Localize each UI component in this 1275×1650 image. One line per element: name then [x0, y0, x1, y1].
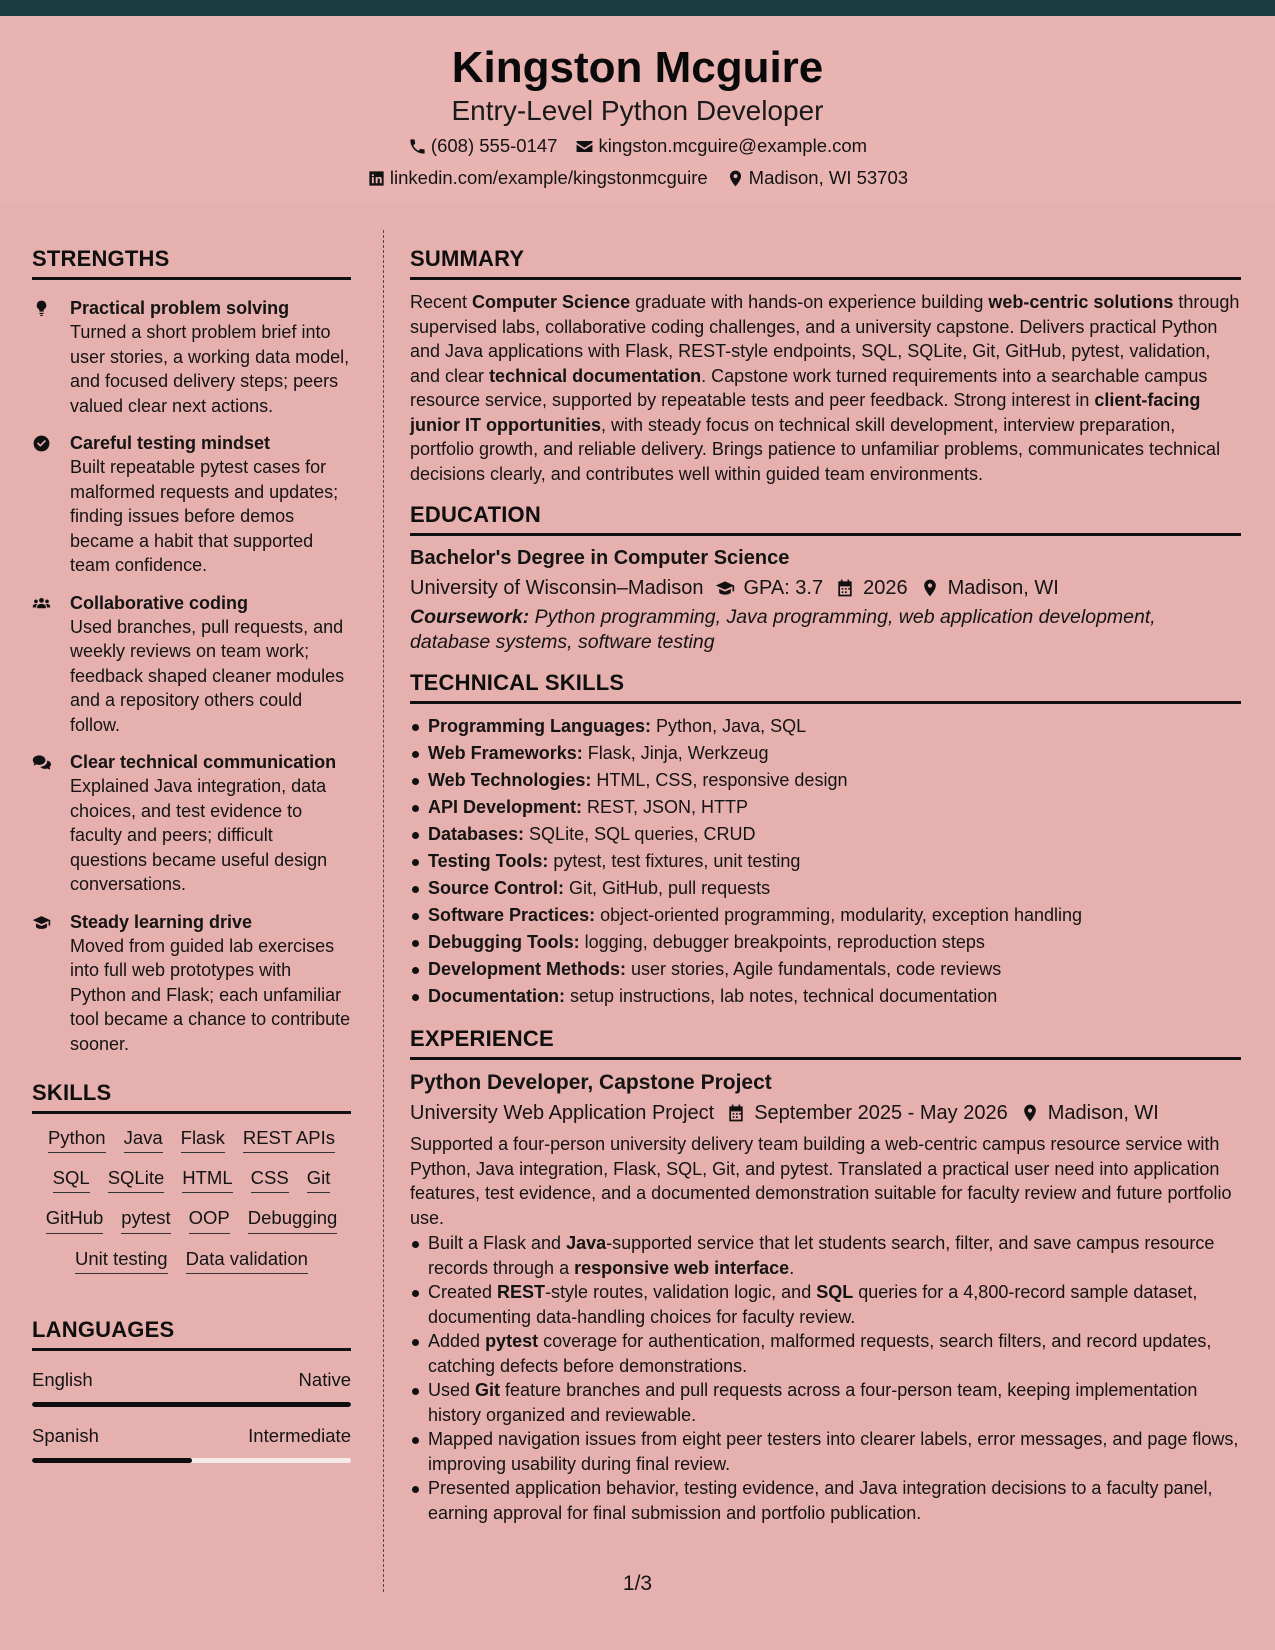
- strength-body: [70, 431, 351, 578]
- technical-skill-label: Programming Languages:: [428, 716, 652, 736]
- calendar-icon: [726, 1103, 746, 1123]
- skill-chip: HTML: [182, 1167, 232, 1193]
- education-section: [410, 502, 1241, 654]
- strength-text: Explained Java integration, data choices, and test evidence to faculty and peers; difficult questions became useful design conversations.: [70, 776, 328, 894]
- technical-skill-value: user stories, Agile fundamentals, code reviews: [626, 959, 1002, 979]
- skills-section: [32, 1080, 351, 1281]
- technical-skill-item: [410, 713, 1241, 740]
- bold-text: Computer Science: [472, 292, 631, 312]
- technical-skill-label: Documentation:: [428, 986, 565, 1006]
- technical-skill-item: [410, 902, 1241, 929]
- job-meta: [410, 1100, 1241, 1126]
- language-line: [32, 1425, 351, 1447]
- skill-chip: REST APIs: [243, 1127, 335, 1153]
- skills-chips: [32, 1120, 351, 1281]
- bold-text: pytest: [485, 1331, 539, 1352]
- technical-skills-heading: TECHNICAL SKILLS: [410, 670, 1241, 704]
- candidate-name: Kingston Mcguire: [451, 43, 824, 92]
- technical-skills-section: [410, 670, 1241, 1010]
- contact-linkedin[interactable]: [367, 167, 708, 189]
- skill-chip: Java: [124, 1127, 163, 1153]
- skill-chip: pytest: [121, 1207, 170, 1233]
- skill-chip: Python: [48, 1127, 106, 1153]
- bold-text: client-facing junior IT opportunities: [410, 390, 1201, 435]
- text-run: through supervised labs, collaborative coding challenges, and a university capstone. Delivers practical Python and Java applications with Flask, REST-style endpoints, SQL, SQLite, Git, GitHub, pytest, validation, and clear: [410, 292, 1240, 386]
- comments-icon: [32, 750, 70, 897]
- school-location-text: Madison, WI: [947, 577, 1059, 599]
- experience-heading: EXPERIENCE: [410, 1026, 1241, 1060]
- strength-item: [32, 431, 351, 578]
- dates-text: September 2025 - May 2026: [754, 1102, 1008, 1125]
- text-run: Created: [428, 1282, 498, 1303]
- technical-skill-item: [410, 956, 1241, 983]
- left-column: [32, 246, 351, 1463]
- languages-section: [32, 1317, 351, 1463]
- summary-section: [410, 246, 1241, 486]
- technical-skill-value: Git, GitHub, pull requests: [564, 878, 771, 898]
- bold-text: technical documentation: [489, 365, 702, 386]
- technical-skill-value: Python, Java, SQL: [651, 716, 807, 736]
- text-run: . Capstone work turned requirements into a searchable campus resource service, supported by repeatable tests and peer feedback. Strong interest in: [410, 365, 1208, 410]
- top-accent-bar: [0, 0, 1275, 16]
- summary-heading: SUMMARY: [410, 246, 1241, 280]
- text-run: Mapped navigation issues from eight peer testers into clearer labels, error messages, and page flows, improving usability during final review.: [428, 1429, 1239, 1474]
- skill-chip: CSS: [251, 1167, 289, 1193]
- text-run: -supported service that let students search, filter, and save campus resource records through a: [428, 1233, 1215, 1278]
- technical-skill-value: object-oriented programming, modularity, exception handling: [595, 905, 1083, 925]
- technical-skill-label: Source Control:: [428, 878, 565, 898]
- languages-heading: LANGUAGES: [32, 1317, 351, 1351]
- summary-text: [410, 290, 1241, 486]
- strength-title: Practical problem solving: [70, 298, 290, 318]
- text-run: queries for a 4,800-record sample dataset, documenting data-handling choices for faculty review.: [428, 1282, 1198, 1327]
- bold-text: SQL: [816, 1282, 854, 1303]
- map-pin-icon: [1020, 1103, 1040, 1123]
- strength-title: Steady learning drive: [70, 911, 253, 932]
- technical-skill-value: logging, debugger breakpoints, reproduction steps: [579, 932, 985, 952]
- strength-item: [32, 591, 351, 738]
- gpa-text: GPA: 3.7: [743, 577, 824, 599]
- job-location: [1020, 1100, 1159, 1126]
- coursework: [410, 605, 1241, 654]
- users-icon: [32, 591, 70, 738]
- technical-skill-label: Software Practices:: [428, 905, 596, 925]
- resume-header: [0, 16, 1275, 204]
- technical-skill-label: Web Frameworks:: [428, 743, 583, 763]
- page-number: 1/3: [622, 1572, 653, 1595]
- technical-skill-item: [410, 983, 1241, 1010]
- text-run: Added: [428, 1331, 486, 1352]
- technical-skill-item: [410, 875, 1241, 902]
- skill-chip: GitHub: [46, 1207, 104, 1233]
- strength-title: Careful testing mindset: [70, 433, 271, 453]
- linkedin-icon: [367, 169, 386, 188]
- school-name: [410, 575, 703, 601]
- experience-bullet: [410, 1378, 1241, 1427]
- technical-skill-value: REST, JSON, HTTP: [582, 797, 749, 817]
- language-proficiency-bar: [32, 1402, 351, 1407]
- language-proficiency-fill: [32, 1458, 192, 1463]
- language-name: English: [32, 1368, 93, 1390]
- technical-skill-value: setup instructions, lab notes, technical documentation: [565, 986, 998, 1006]
- skill-chip-row: [32, 1120, 351, 1160]
- technical-skill-item: [410, 767, 1241, 794]
- skill-chip: Debugging: [248, 1207, 338, 1233]
- skill-chip: Git: [307, 1167, 331, 1193]
- technical-skill-item: [410, 848, 1241, 875]
- job-description: Supported a four-person university delivery team building a web-centric campus resource service with Python, Java integration, Flask, SQL, Git, and pytest. Translated a practical user need into application features, test evidence, and a documented demonstration suitable for faculty review and future portfolio use.: [410, 1134, 1232, 1228]
- experience-bullet: [410, 1427, 1241, 1476]
- text-run: coverage for authentication, malformed requests, search filters, and record updates, catching defects before demonstrations.: [428, 1331, 1212, 1376]
- experience-bullet: [410, 1280, 1241, 1329]
- language-proficiency-bar: [32, 1458, 351, 1463]
- technical-skill-label: Debugging Tools:: [428, 932, 580, 952]
- language-level: Intermediate: [248, 1424, 351, 1446]
- skill-chip: OOP: [189, 1207, 230, 1233]
- skill-chip-row: [32, 1160, 351, 1200]
- skill-chip-row: [32, 1241, 351, 1281]
- skill-chip: Data validation: [186, 1248, 308, 1274]
- technical-skill-value: SQLite, SQL queries, CRUD: [524, 824, 756, 844]
- text-run: Used: [428, 1380, 476, 1401]
- job-location-text: Madison, WI: [1047, 1102, 1159, 1125]
- language-name: Spanish: [32, 1424, 99, 1446]
- technical-skill-label: Databases:: [428, 824, 525, 844]
- candidate-role: Entry-Level Python Developer: [451, 95, 824, 126]
- check-circle-icon: [32, 431, 70, 578]
- coursework-label: Coursework:: [410, 606, 530, 628]
- experience-section: [410, 1026, 1241, 1525]
- experience-bullet: [410, 1476, 1241, 1525]
- skill-chip: Flask: [181, 1127, 225, 1153]
- degree-title: Bachelor's Degree in Computer Science: [410, 547, 790, 569]
- technical-skill-label: Web Technologies:: [428, 770, 592, 790]
- text-run: , with steady focus on technical skill development, interview preparation, portfolio growth, and reliable delivery. Brings patience to unfamiliar problems, communicates technical decisions clearly, and contributes well within guided team environments.: [410, 414, 1221, 484]
- strength-text: Built repeatable pytest cases for malformed requests and updates; finding issues before demos became a habit that supported team confidence.: [70, 457, 339, 575]
- skill-chip: Unit testing: [75, 1248, 168, 1274]
- language-item: [32, 1425, 351, 1463]
- experience-bullets: [410, 1231, 1241, 1525]
- skills-heading: SKILLS: [32, 1080, 351, 1114]
- text-run: Recent: [410, 292, 473, 312]
- column-divider: [383, 230, 384, 1592]
- text-run: -style routes, validation logic, and: [545, 1282, 817, 1303]
- contact-email[interactable]: [575, 135, 867, 157]
- technical-skill-item: [410, 740, 1241, 767]
- graduation-cap-icon: [32, 910, 70, 1057]
- bold-text: Java: [566, 1233, 607, 1254]
- education-meta: [410, 575, 1241, 601]
- school-text: University of Wisconsin–Madison: [410, 577, 704, 599]
- contact-row-1: [0, 135, 1275, 157]
- text-run: Presented application behavior, testing evidence, and Java integration decisions to a faculty panel, earning approval for final submission and portfolio publication.: [428, 1478, 1213, 1523]
- strength-item: [32, 750, 351, 897]
- strength-item: [32, 296, 351, 418]
- phone-text: (608) 555-0147: [430, 135, 558, 156]
- linkedin-text: linkedin.com/example/kingstonmcguire: [389, 167, 708, 188]
- bold-text: REST: [497, 1282, 546, 1303]
- technical-skill-label: Development Methods:: [428, 959, 627, 979]
- technical-skill-item: [410, 929, 1241, 956]
- strength-text: Moved from guided lab exercises into full web prototypes with Python and Flask; each unfamiliar tool became a chance to contribute sooner.: [70, 935, 351, 1054]
- strength-body: [70, 296, 351, 418]
- technical-skill-value: pytest, test fixtures, unit testing: [548, 851, 801, 871]
- technical-skill-item: [410, 794, 1241, 821]
- strength-title: Collaborative coding: [70, 592, 249, 613]
- phone-icon: [408, 137, 427, 156]
- text-run: feature branches and pull requests across a four-person team, keeping implementation history organized and reviewable.: [428, 1380, 1198, 1425]
- education-heading: EDUCATION: [410, 502, 1241, 536]
- bold-text: web-centric solutions: [988, 292, 1174, 312]
- language-item: [32, 1369, 351, 1407]
- contact-row-2: [0, 167, 1275, 189]
- contact-phone[interactable]: [408, 135, 558, 157]
- languages-list: [32, 1369, 351, 1463]
- strength-body: [70, 910, 351, 1057]
- skill-chip: SQLite: [108, 1167, 165, 1193]
- technical-skill-label: API Development:: [428, 797, 583, 817]
- map-pin-icon: [726, 169, 745, 188]
- technical-skills-list: [410, 713, 1241, 1010]
- experience-bullet: [410, 1329, 1241, 1378]
- technical-skill-value: Flask, Jinja, Werkzeug: [582, 743, 769, 763]
- strengths-list: [32, 296, 351, 1056]
- strength-body: [70, 591, 351, 738]
- language-line: [32, 1369, 351, 1391]
- strength-item: [32, 910, 351, 1057]
- skill-chip-row: [32, 1200, 351, 1240]
- strength-body: [70, 750, 351, 897]
- calendar-icon: [835, 578, 855, 598]
- envelope-icon: [575, 137, 594, 156]
- bold-text: responsive web interface: [574, 1257, 790, 1278]
- technical-skill-value: HTML, CSS, responsive design: [591, 770, 848, 790]
- year-text: 2026: [863, 577, 908, 599]
- language-proficiency-fill: [32, 1402, 351, 1407]
- coursework-text: Python programming, Java programming, web application development, database systems, software testing: [410, 606, 1156, 653]
- lightbulb-icon: [32, 296, 70, 418]
- org-text: University Web Application Project: [410, 1102, 715, 1125]
- gpa: [715, 575, 823, 601]
- language-level: Native: [298, 1368, 351, 1390]
- text-run: graduate with hands-on experience building: [630, 292, 989, 312]
- contact-location: [726, 167, 908, 189]
- technical-skill-label: Testing Tools:: [428, 851, 549, 871]
- bold-text: Git: [475, 1380, 501, 1401]
- job-dates: [726, 1100, 1008, 1126]
- location-text: Madison, WI 53703: [748, 167, 909, 188]
- strength-text: Turned a short problem brief into user stories, a working data model, and focused delivery steps; peers valued clear next actions.: [70, 322, 350, 416]
- text-run: .: [789, 1257, 795, 1278]
- technical-skill-item: [410, 821, 1241, 848]
- job-title: Python Developer, Capstone Project: [410, 1071, 772, 1094]
- job-org: [410, 1100, 714, 1126]
- email-text: kingston.mcguire@example.com: [598, 135, 868, 156]
- text-run: Built a Flask and: [428, 1233, 567, 1254]
- experience-bullet: [410, 1231, 1241, 1280]
- strength-text: Used branches, pull requests, and weekly reviews on team work; feedback shaped cleaner modules and a repository others could follow.: [70, 616, 345, 735]
- strength-title: Clear technical communication: [70, 752, 337, 772]
- strengths-heading: STRENGTHS: [32, 246, 351, 280]
- map-pin-icon: [920, 578, 940, 598]
- skill-chip: SQL: [53, 1167, 90, 1193]
- school-location: [920, 575, 1059, 601]
- graduation-year: [835, 575, 908, 601]
- graduation-cap-icon: [715, 578, 735, 598]
- right-column: [410, 246, 1241, 1525]
